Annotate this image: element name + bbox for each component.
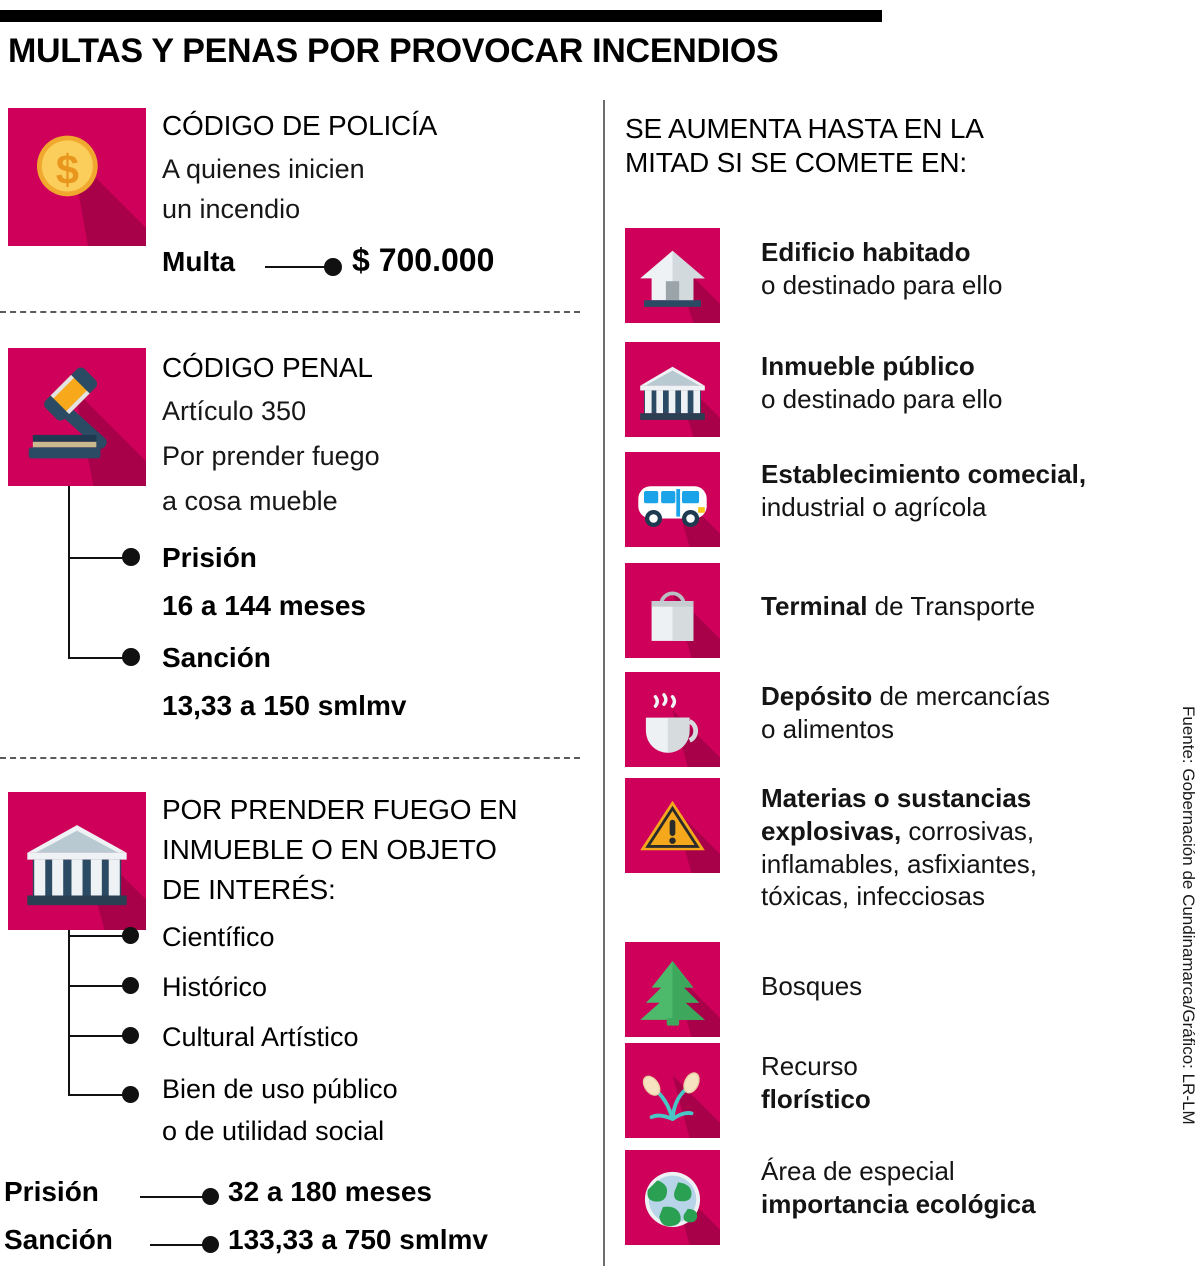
right-heading bbox=[625, 112, 1095, 179]
source-credit: Fuente: Gobernación de Cundinamarca/Gráfico: LR-LM bbox=[1179, 706, 1198, 1125]
right-item-1-bold: Edificio habitado bbox=[761, 237, 971, 267]
prision-bottom-line bbox=[140, 1196, 206, 1198]
section3-bullet-dot-3 bbox=[122, 1027, 139, 1044]
shopping-bag-icon bbox=[625, 563, 720, 658]
right-item-1-line2: o destinado para ello bbox=[761, 269, 1003, 300]
multa-value: $ 700.000 bbox=[352, 242, 495, 278]
right-item-4-rest: de Transporte bbox=[867, 591, 1036, 621]
right-item-4-bold: Terminal bbox=[761, 591, 868, 621]
section3-bullet-dot-4 bbox=[122, 1086, 139, 1103]
bus-icon bbox=[625, 452, 720, 547]
prision-bottom-value: 32 a 180 meses bbox=[228, 1176, 432, 1207]
prision-bottom-dot bbox=[202, 1188, 219, 1205]
svg-text:$: $ bbox=[55, 146, 79, 193]
section2-body-line2: Por prender fuego bbox=[162, 441, 380, 471]
right-item-6-rest: corrosivas, bbox=[901, 815, 1035, 846]
right-item-8-line2: florístico bbox=[761, 1083, 871, 1114]
right-item-2-line2: o destinado para ello bbox=[761, 383, 1003, 414]
right-item-2-bold: Inmueble público bbox=[761, 351, 975, 381]
right-item-3 bbox=[761, 458, 1191, 524]
coffee-cup-icon bbox=[625, 672, 720, 767]
page-title: MULTAS Y PENAS POR PROVOCAR INCENDIOS bbox=[8, 32, 779, 70]
multa-label: Multa bbox=[162, 246, 236, 277]
divider-1 bbox=[0, 311, 580, 313]
right-item-3-bold: Establecimiento comecial, bbox=[761, 459, 1087, 489]
section3-tree-stem bbox=[68, 930, 70, 1096]
right-heading-line1: SE AUMENTA HASTA EN LA bbox=[625, 113, 984, 144]
section1-body-line1: A quienes inicien bbox=[162, 154, 365, 184]
right-item-6-bold: Materias o sustancias bbox=[761, 783, 1032, 813]
sancion-value: 13,33 a 150 smlmv bbox=[162, 690, 407, 721]
right-item-8 bbox=[761, 1050, 1191, 1116]
multa-connector-dot bbox=[324, 258, 342, 276]
section1-heading: CÓDIGO DE POLICÍA bbox=[162, 110, 438, 141]
section3-bullet-dot-1 bbox=[122, 927, 139, 944]
section2-bullet-dot-1 bbox=[122, 548, 140, 566]
right-item-6-line2 bbox=[761, 815, 1191, 848]
section2-bullet-dot-2 bbox=[122, 648, 140, 666]
museum-building-icon bbox=[8, 792, 146, 930]
pine-tree-icon bbox=[625, 942, 720, 1037]
prision-bottom-label: Prisión bbox=[4, 1176, 99, 1207]
right-item-9-rest: Área de especial bbox=[761, 1156, 955, 1186]
right-item-2 bbox=[761, 350, 1191, 416]
right-item-3-line2: industrial o agrícola bbox=[761, 491, 987, 522]
section1-body-line2: un incendio bbox=[162, 194, 301, 224]
right-item-5-rest: de mercancías bbox=[872, 681, 1050, 711]
section2-tree-branch-2 bbox=[68, 657, 126, 659]
right-item-1 bbox=[761, 236, 1191, 302]
right-item-5-bold: Depósito bbox=[761, 681, 873, 711]
right-item-9-line2: importancia ecológica bbox=[761, 1188, 1036, 1219]
section2-body-line3: a cosa mueble bbox=[162, 486, 338, 516]
section3-heading-line1: POR PRENDER FUEGO EN bbox=[162, 794, 518, 825]
right-item-9 bbox=[761, 1155, 1191, 1221]
interes-item-3: Cultural Artístico bbox=[162, 1022, 359, 1052]
section3-heading-line3: DE INTERÉS: bbox=[162, 874, 336, 905]
prision-label: Prisión bbox=[162, 542, 257, 573]
interes-item-1: Científico bbox=[162, 922, 275, 952]
section3-tree-branch-4 bbox=[68, 1094, 126, 1096]
sancion-label: Sanción bbox=[162, 642, 271, 673]
house-icon bbox=[625, 228, 720, 323]
right-item-7-rest: Bosques bbox=[761, 971, 863, 1001]
interes-item-2: Histórico bbox=[162, 972, 268, 1002]
globe-icon bbox=[625, 1150, 720, 1245]
coin-dollar-icon bbox=[8, 108, 146, 246]
right-item-5 bbox=[761, 680, 1191, 746]
sancion-bottom-line bbox=[150, 1244, 206, 1246]
flowers-icon bbox=[625, 1043, 720, 1138]
warning-triangle-icon bbox=[625, 778, 720, 873]
right-column bbox=[603, 0, 1200, 1266]
right-item-7 bbox=[761, 970, 1191, 1003]
multa-connector-line bbox=[265, 266, 328, 268]
interes-item-4: Bien de uso público bbox=[162, 1074, 398, 1104]
right-item-6-line4: tóxicas, infecciosas bbox=[761, 881, 985, 912]
sancion-bottom-label: Sanción bbox=[4, 1224, 113, 1255]
right-item-5-line2: o alimentos bbox=[761, 713, 894, 744]
section3-tree-branch-3 bbox=[68, 1035, 126, 1037]
right-heading-line2: MITAD SI SE COMETE EN: bbox=[625, 146, 968, 178]
section3-tree-branch-2 bbox=[68, 985, 126, 987]
section2-body-line1: Artículo 350 bbox=[162, 396, 307, 426]
sancion-bottom-value: 133,33 a 750 smlmv bbox=[228, 1224, 488, 1255]
right-item-6-line3: inflamables, asfixiantes, bbox=[761, 848, 1038, 879]
section2-heading: CÓDIGO PENAL bbox=[162, 352, 373, 383]
gavel-icon bbox=[8, 348, 146, 486]
prision-value: 16 a 144 meses bbox=[162, 590, 366, 621]
right-item-6-bold2: explosivas, bbox=[761, 815, 902, 846]
section3-bullet-dot-2 bbox=[122, 977, 139, 994]
sancion-bottom-dot bbox=[202, 1236, 219, 1253]
section3-tree-branch-1 bbox=[68, 935, 126, 937]
divider-2 bbox=[0, 757, 580, 759]
right-item-8-rest: Recurso bbox=[761, 1051, 858, 1081]
right-item-4 bbox=[761, 590, 1191, 623]
section2-tree-branch-1 bbox=[68, 557, 126, 559]
right-item-6 bbox=[761, 782, 1191, 913]
section3-heading-line2: INMUEBLE O EN OBJETO bbox=[162, 834, 497, 865]
bank-icon bbox=[625, 342, 720, 437]
section2-tree-stem bbox=[68, 486, 70, 659]
interes-item-4-line2: o de utilidad social bbox=[162, 1116, 385, 1146]
